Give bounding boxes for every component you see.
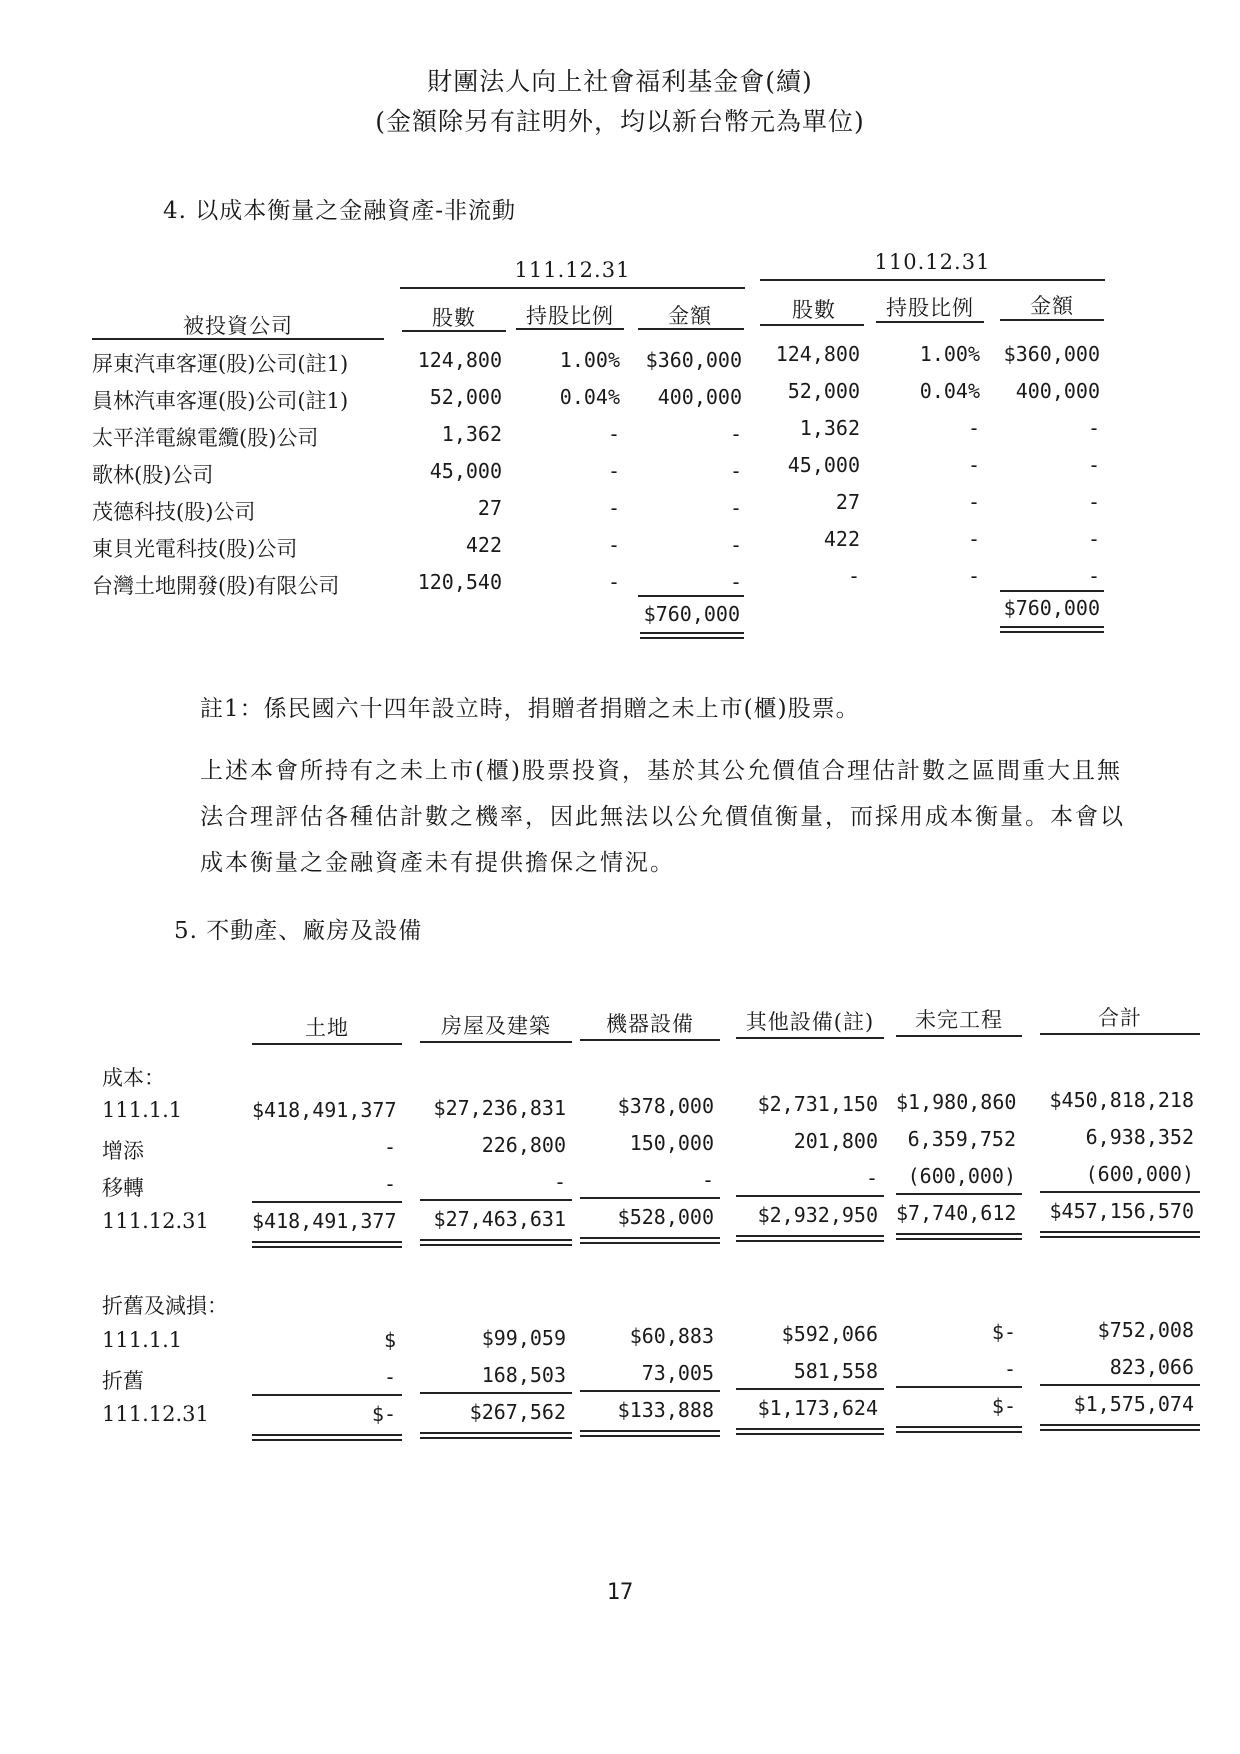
s4-cell: 1.00%	[559, 348, 620, 372]
rule	[1000, 590, 1104, 592]
s5-total-rule	[896, 1426, 1022, 1433]
s5-cell: $27,236,831	[433, 1096, 566, 1120]
s5-cell: -	[553, 1170, 566, 1194]
s4-cell: 1,362	[799, 416, 860, 440]
s5-cell: $	[383, 1328, 396, 1352]
s5-header-rule	[580, 1039, 720, 1041]
s4-cell: 400,000	[657, 385, 742, 409]
s5-column-header: 土地	[305, 1016, 349, 1040]
s4-row-investee: 東貝光電科技(股)公司	[92, 537, 298, 561]
s5-total-rule	[580, 1430, 720, 1437]
s4-year2: 110.12.31	[874, 250, 991, 274]
rule	[638, 328, 744, 330]
s4-cell: -	[607, 533, 620, 557]
rule	[1000, 626, 1104, 633]
s5-cell: $450,818,218	[1049, 1088, 1194, 1112]
s4-cell: -	[607, 570, 620, 594]
s5-cell: -	[865, 1166, 878, 1190]
s4-cell: -	[1087, 527, 1100, 551]
s5-subtotal-rule	[420, 1392, 572, 1394]
s5-cell: $2,932,950	[757, 1203, 878, 1227]
s4-cell: 422	[823, 527, 860, 551]
s4-cell: 27	[477, 496, 502, 520]
s5-column-header: 房屋及建築	[441, 1014, 551, 1038]
s5-cell: $1,173,624	[757, 1396, 878, 1420]
s4-cell: 0.04%	[559, 385, 620, 409]
s5-cell: $528,000	[617, 1205, 714, 1229]
s5-total-rule	[1040, 1231, 1200, 1238]
s4-cell: 52,000	[787, 379, 860, 403]
s4-total-111: $760,000	[643, 602, 740, 626]
s5-cell: $378,000	[617, 1094, 714, 1118]
s5-total-rule	[252, 1241, 402, 1248]
rule	[876, 321, 984, 323]
s5-total-rule	[580, 1237, 720, 1244]
s5-header-rule	[420, 1041, 572, 1043]
s5-row-label: 增添	[102, 1139, 144, 1163]
s4-h-shares-2: 股數	[792, 298, 836, 322]
s5-column-header: 未完工程	[915, 1008, 1003, 1032]
s5-subtotal-rule	[736, 1195, 884, 1197]
s4-paragraph-line: 上述本會所持有之未上市(櫃)股票投資，基於其公允價值合理估計數之區間重大且無	[200, 758, 1122, 784]
s4-row-investee: 台灣土地開發(股)有限公司	[92, 574, 340, 598]
s4-cell: -	[967, 416, 980, 440]
s4-cell: 400,000	[1015, 379, 1100, 403]
rule	[516, 328, 624, 330]
s4-h-pct-1: 持股比例	[526, 304, 614, 328]
s5-cell: 201,800	[793, 1129, 878, 1153]
s5-cell: 150,000	[629, 1131, 714, 1155]
s5-subtotal-rule	[580, 1390, 720, 1392]
s4-cell: -	[1087, 564, 1100, 588]
s5-cell: $457,156,570	[1049, 1199, 1194, 1223]
s5-cell: 73,005	[641, 1361, 714, 1385]
rule	[402, 330, 506, 332]
s4-cell: -	[729, 422, 742, 446]
s5-total-rule	[896, 1233, 1022, 1240]
s5-cell: $418,491,377	[252, 1098, 397, 1122]
s4-cell: -	[729, 570, 742, 594]
s5-cell: $1,980,860	[896, 1090, 1017, 1114]
s4-col-investee: 被投資公司	[183, 314, 293, 338]
s4-h-amount-2: 金額	[1030, 294, 1074, 318]
rule	[638, 595, 744, 597]
s5-cell: $-	[991, 1394, 1016, 1418]
s5-cell: $592,066	[781, 1322, 878, 1346]
s4-cell: 1.00%	[919, 342, 980, 366]
s5-subtotal-rule	[1040, 1384, 1200, 1386]
s5-cell: $27,463,631	[433, 1207, 566, 1231]
s4-cell: -	[607, 496, 620, 520]
s4-row-investee: 歌林(股)公司	[92, 463, 214, 487]
s5-cell: $1,575,074	[1073, 1392, 1194, 1416]
s4-row-investee: 太平洋電線電纜(股)公司	[92, 426, 319, 450]
s5-subtotal-rule	[896, 1193, 1022, 1195]
s4-cell: -	[729, 533, 742, 557]
s4-cell: 124,800	[775, 342, 860, 366]
s5-cell: $267,562	[469, 1400, 566, 1424]
s5-cell: $2,731,150	[757, 1092, 878, 1116]
s4-cell: -	[967, 564, 980, 588]
s4-cell: -	[607, 459, 620, 483]
s5-row-label: 111.1.1	[102, 1328, 183, 1352]
s5-cell: -	[383, 1135, 396, 1159]
s4-cell: 422	[465, 533, 502, 557]
s5-total-rule	[420, 1239, 572, 1246]
s5-cell: $-	[371, 1402, 396, 1426]
document-subtitle: (金額除另有註明外，均以新台幣元為單位)	[375, 107, 865, 136]
s4-cell: 45,000	[787, 453, 860, 477]
s4-row-investee: 屏東汽車客運(股)公司(註1)	[92, 352, 349, 376]
s4-cell: -	[1087, 490, 1100, 514]
section5-heading: 5. 不動產、廠房及設備	[174, 918, 423, 944]
s4-row-investee: 員林汽車客運(股)公司(註1)	[92, 389, 349, 413]
s5-cell: 168,503	[481, 1363, 566, 1387]
s5-cell: -	[701, 1168, 714, 1192]
s4-cell: -	[967, 490, 980, 514]
s5-row-label: 移轉	[102, 1176, 144, 1200]
s5-cell: $-	[991, 1320, 1016, 1344]
s4-h-shares-1: 股數	[432, 306, 476, 330]
document-title: 財團法人向上社會福利基金會(續)	[427, 67, 813, 96]
s5-cell: 823,066	[1109, 1355, 1194, 1379]
s5-header-rule	[1040, 1033, 1200, 1035]
s4-cell: 120,540	[417, 570, 502, 594]
s5-subtotal-rule	[580, 1197, 720, 1199]
s4-cell: 1,362	[441, 422, 502, 446]
s4-year2-rule	[760, 279, 1105, 281]
s5-header-rule	[736, 1037, 884, 1039]
s5-column-header: 合計	[1098, 1006, 1142, 1030]
rule	[640, 632, 744, 639]
s5-row-label: 111.12.31	[102, 1402, 209, 1426]
s4-paragraph-line: 法合理評估各種估計數之機率，因此無法以公允價值衡量，而採用成本衡量。本會以	[200, 804, 1125, 830]
s5-cell: $133,888	[617, 1398, 714, 1422]
s4-paragraph	[200, 748, 1125, 886]
s4-h-pct-2: 持股比例	[886, 296, 974, 320]
s4-col-investee-rule	[92, 338, 384, 340]
s5-total-rule	[736, 1428, 884, 1435]
s4-h-amount-1: 金額	[668, 304, 712, 328]
s5-total-rule	[736, 1235, 884, 1242]
s5-subtotal-rule	[896, 1386, 1022, 1388]
s5-cell: $99,059	[481, 1326, 566, 1350]
s5-cell: -	[383, 1172, 396, 1196]
s4-note1: 註1：係民國六十四年設立時，捐贈者捐贈之未上市(櫃)股票。	[200, 696, 860, 722]
s5-cell: 226,800	[481, 1133, 566, 1157]
s4-paragraph-line: 成本衡量之金融資產未有提供擔保之情況。	[200, 850, 675, 876]
s5-total-rule	[420, 1432, 572, 1439]
s4-cell: 52,000	[429, 385, 502, 409]
s5-cell: (600,000)	[907, 1164, 1016, 1188]
section4-heading: 4. 以成本衡量之金融資產-非流動	[163, 198, 517, 224]
s4-cell: -	[967, 453, 980, 477]
s5-column-header: 機器設備	[606, 1012, 694, 1036]
s5-cell: $60,883	[629, 1324, 714, 1348]
s5-cell: 581,558	[793, 1359, 878, 1383]
s4-cell: 124,800	[417, 348, 502, 372]
s5-subtotal-rule	[420, 1199, 572, 1201]
s4-cell: -	[607, 422, 620, 446]
s4-cell: $360,000	[645, 348, 742, 372]
s5-cell: (600,000)	[1085, 1162, 1194, 1186]
s5-row-label: 折舊	[102, 1369, 144, 1393]
s5-cell: $752,008	[1097, 1318, 1194, 1342]
s4-cell: -	[1087, 453, 1100, 477]
s4-cell: 45,000	[429, 459, 502, 483]
s5-subtotal-rule	[1040, 1191, 1200, 1193]
s5-cost-label: 成本：	[102, 1066, 165, 1090]
s4-total-110: $760,000	[1003, 596, 1100, 620]
s4-cell: $360,000	[1003, 342, 1100, 366]
s5-dep-label: 折舊及減損：	[102, 1294, 228, 1318]
s5-total-rule	[1040, 1424, 1200, 1431]
s5-subtotal-rule	[252, 1394, 402, 1396]
s4-row-investee: 茂德科技(股)公司	[92, 500, 256, 524]
s5-column-header: 其他設備(註)	[745, 1010, 875, 1034]
s5-cell: $7,740,612	[896, 1201, 1017, 1225]
s5-row-label: 111.12.31	[102, 1209, 209, 1233]
s4-cell: 0.04%	[919, 379, 980, 403]
s4-cell: -	[729, 496, 742, 520]
s5-cell: 6,938,352	[1085, 1125, 1194, 1149]
s4-cell: 27	[835, 490, 860, 514]
s4-cell: -	[1087, 416, 1100, 440]
s5-cell: 6,359,752	[907, 1127, 1016, 1151]
s5-total-rule	[252, 1434, 402, 1441]
s4-cell: -	[967, 527, 980, 551]
s4-cell: -	[847, 564, 860, 588]
rule	[760, 324, 864, 326]
s4-year1: 111.12.31	[514, 258, 631, 282]
s5-row-label: 111.1.1	[102, 1098, 183, 1122]
s5-cell: -	[383, 1365, 396, 1389]
page-number: 17	[606, 1580, 634, 1605]
s5-header-rule	[252, 1043, 402, 1045]
s4-cell: -	[729, 459, 742, 483]
rule	[1000, 319, 1104, 321]
s4-year1-rule	[400, 287, 745, 289]
s5-header-rule	[896, 1035, 1022, 1037]
s5-subtotal-rule	[252, 1201, 402, 1203]
s5-cell: -	[1003, 1357, 1016, 1381]
s5-subtotal-rule	[736, 1388, 884, 1390]
s5-cell: $418,491,377	[252, 1209, 397, 1233]
